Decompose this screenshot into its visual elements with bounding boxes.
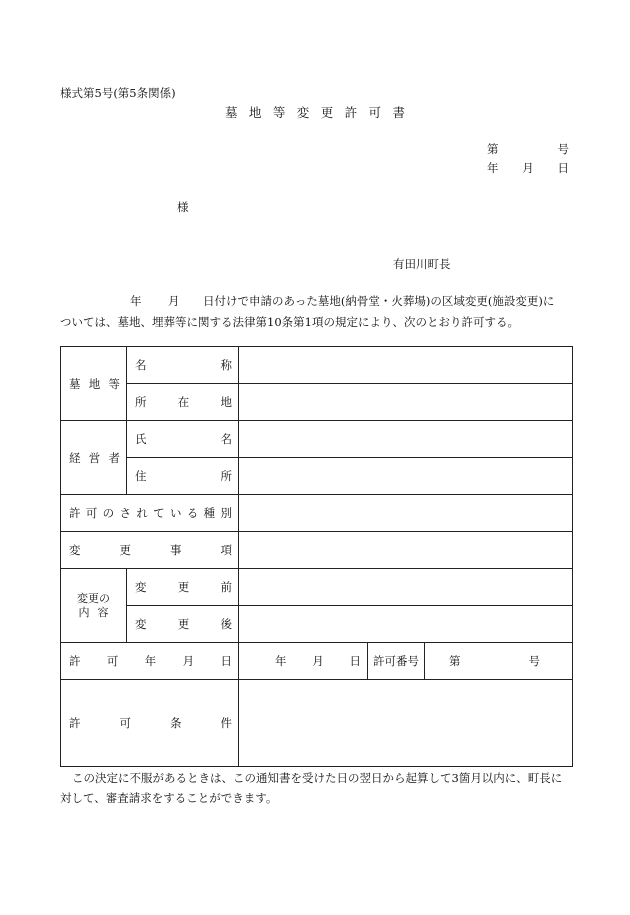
table-row xyxy=(61,384,573,421)
operator-label: 経 営 者 xyxy=(69,450,120,465)
permit-type-label: 許 可 の さ れ て い る 種 別 xyxy=(69,506,232,520)
after-label-cell xyxy=(127,606,239,643)
permit-number-label-cell xyxy=(368,643,425,680)
table-row xyxy=(61,347,573,384)
table-row xyxy=(61,569,573,606)
name-value-cell[interactable] xyxy=(239,347,573,384)
date-month: 月 xyxy=(522,161,534,175)
document-number xyxy=(487,141,569,157)
permit-number-value-cell[interactable] xyxy=(425,643,573,680)
conditions-label: 許 可 条 件 xyxy=(69,716,232,730)
permit-number-label: 許可番号 xyxy=(373,654,419,668)
title-char: 更 xyxy=(320,105,334,120)
permit-number-value: 第 号 xyxy=(449,654,540,668)
change-content-label: 変更の 内 容 xyxy=(77,591,110,619)
address-label-cell xyxy=(127,458,239,495)
change-item-label: 変 更 事 項 xyxy=(69,543,232,557)
after-label: 変 更 後 xyxy=(135,617,232,631)
change-item-label-cell xyxy=(61,532,239,569)
location-label-cell xyxy=(127,384,239,421)
operator-header-cell xyxy=(61,421,127,495)
table-row xyxy=(61,495,573,532)
title-char: 可 xyxy=(368,105,382,120)
footer-line2: 対して、審査請求をすることができます。 xyxy=(60,791,278,805)
before-label: 変 更 前 xyxy=(135,580,232,594)
table-row xyxy=(61,643,573,680)
name-label-cell xyxy=(127,347,239,384)
permit-date-label-cell xyxy=(61,643,239,680)
table-row xyxy=(61,458,573,495)
number-prefix: 第 xyxy=(487,142,499,156)
intro-year: 年 xyxy=(130,294,142,308)
bochi-label: 墓 地 等 xyxy=(69,376,120,391)
before-value-cell[interactable] xyxy=(239,569,573,606)
title-char: 変 xyxy=(296,105,310,120)
conditions-label-cell xyxy=(61,680,239,767)
title-char: 墓 xyxy=(225,105,238,120)
document-date xyxy=(487,160,569,176)
addressee-sama: 様 xyxy=(177,200,189,214)
permit-date-value: 年 月 日 xyxy=(275,654,361,668)
date-year: 年 xyxy=(487,161,499,175)
intro-line2: ついては、墓地、埋葬等に関する法律第10条第1項の規定により、次のとおり許可する。 xyxy=(60,315,519,329)
change-content-header-cell xyxy=(61,569,127,643)
name-label: 名 称 xyxy=(135,358,232,372)
shimei-label-cell xyxy=(127,421,239,458)
intro-line1: 日付けで申請のあった墓地(納骨堂・火葬場)の区域変更(施設変更)に xyxy=(203,294,555,308)
location-label: 所 在 地 xyxy=(135,395,232,409)
title-char: 許 xyxy=(344,105,358,120)
document-title xyxy=(225,103,405,121)
number-suffix: 号 xyxy=(557,142,569,156)
table-row xyxy=(61,680,573,767)
form-number: 様式第5号(第5条関係) xyxy=(60,86,176,100)
footer-line1: この決定に不服があるときは、この通知書を受けた日の翌日から起算して3箇月以内に、町長に xyxy=(72,771,563,785)
address-label: 住 所 xyxy=(135,469,232,483)
change-item-value-cell[interactable] xyxy=(239,532,573,569)
after-value-cell[interactable] xyxy=(239,606,573,643)
table-row xyxy=(61,606,573,643)
title-char: 書 xyxy=(392,105,405,120)
shimei-value-cell[interactable] xyxy=(239,421,573,458)
permit-table xyxy=(60,346,573,767)
issuer-title: 有田川町長 xyxy=(393,257,451,271)
location-value-cell[interactable] xyxy=(239,384,573,421)
shimei-label: 氏 名 xyxy=(135,432,232,446)
permit-type-value-cell[interactable] xyxy=(239,495,573,532)
title-char: 地 xyxy=(248,105,262,120)
date-day: 日 xyxy=(557,161,569,175)
permit-date-value-cell[interactable] xyxy=(239,643,368,680)
intro-month: 月 xyxy=(168,294,180,308)
address-value-cell[interactable] xyxy=(239,458,573,495)
table-row xyxy=(61,532,573,569)
title-char: 等 xyxy=(272,105,286,120)
conditions-value-cell[interactable] xyxy=(239,680,573,767)
bochi-header-cell xyxy=(61,347,127,421)
before-label-cell xyxy=(127,569,239,606)
table-row xyxy=(61,421,573,458)
permit-type-label-cell xyxy=(61,495,239,532)
permit-date-label: 許 可 年 月 日 xyxy=(69,654,232,668)
